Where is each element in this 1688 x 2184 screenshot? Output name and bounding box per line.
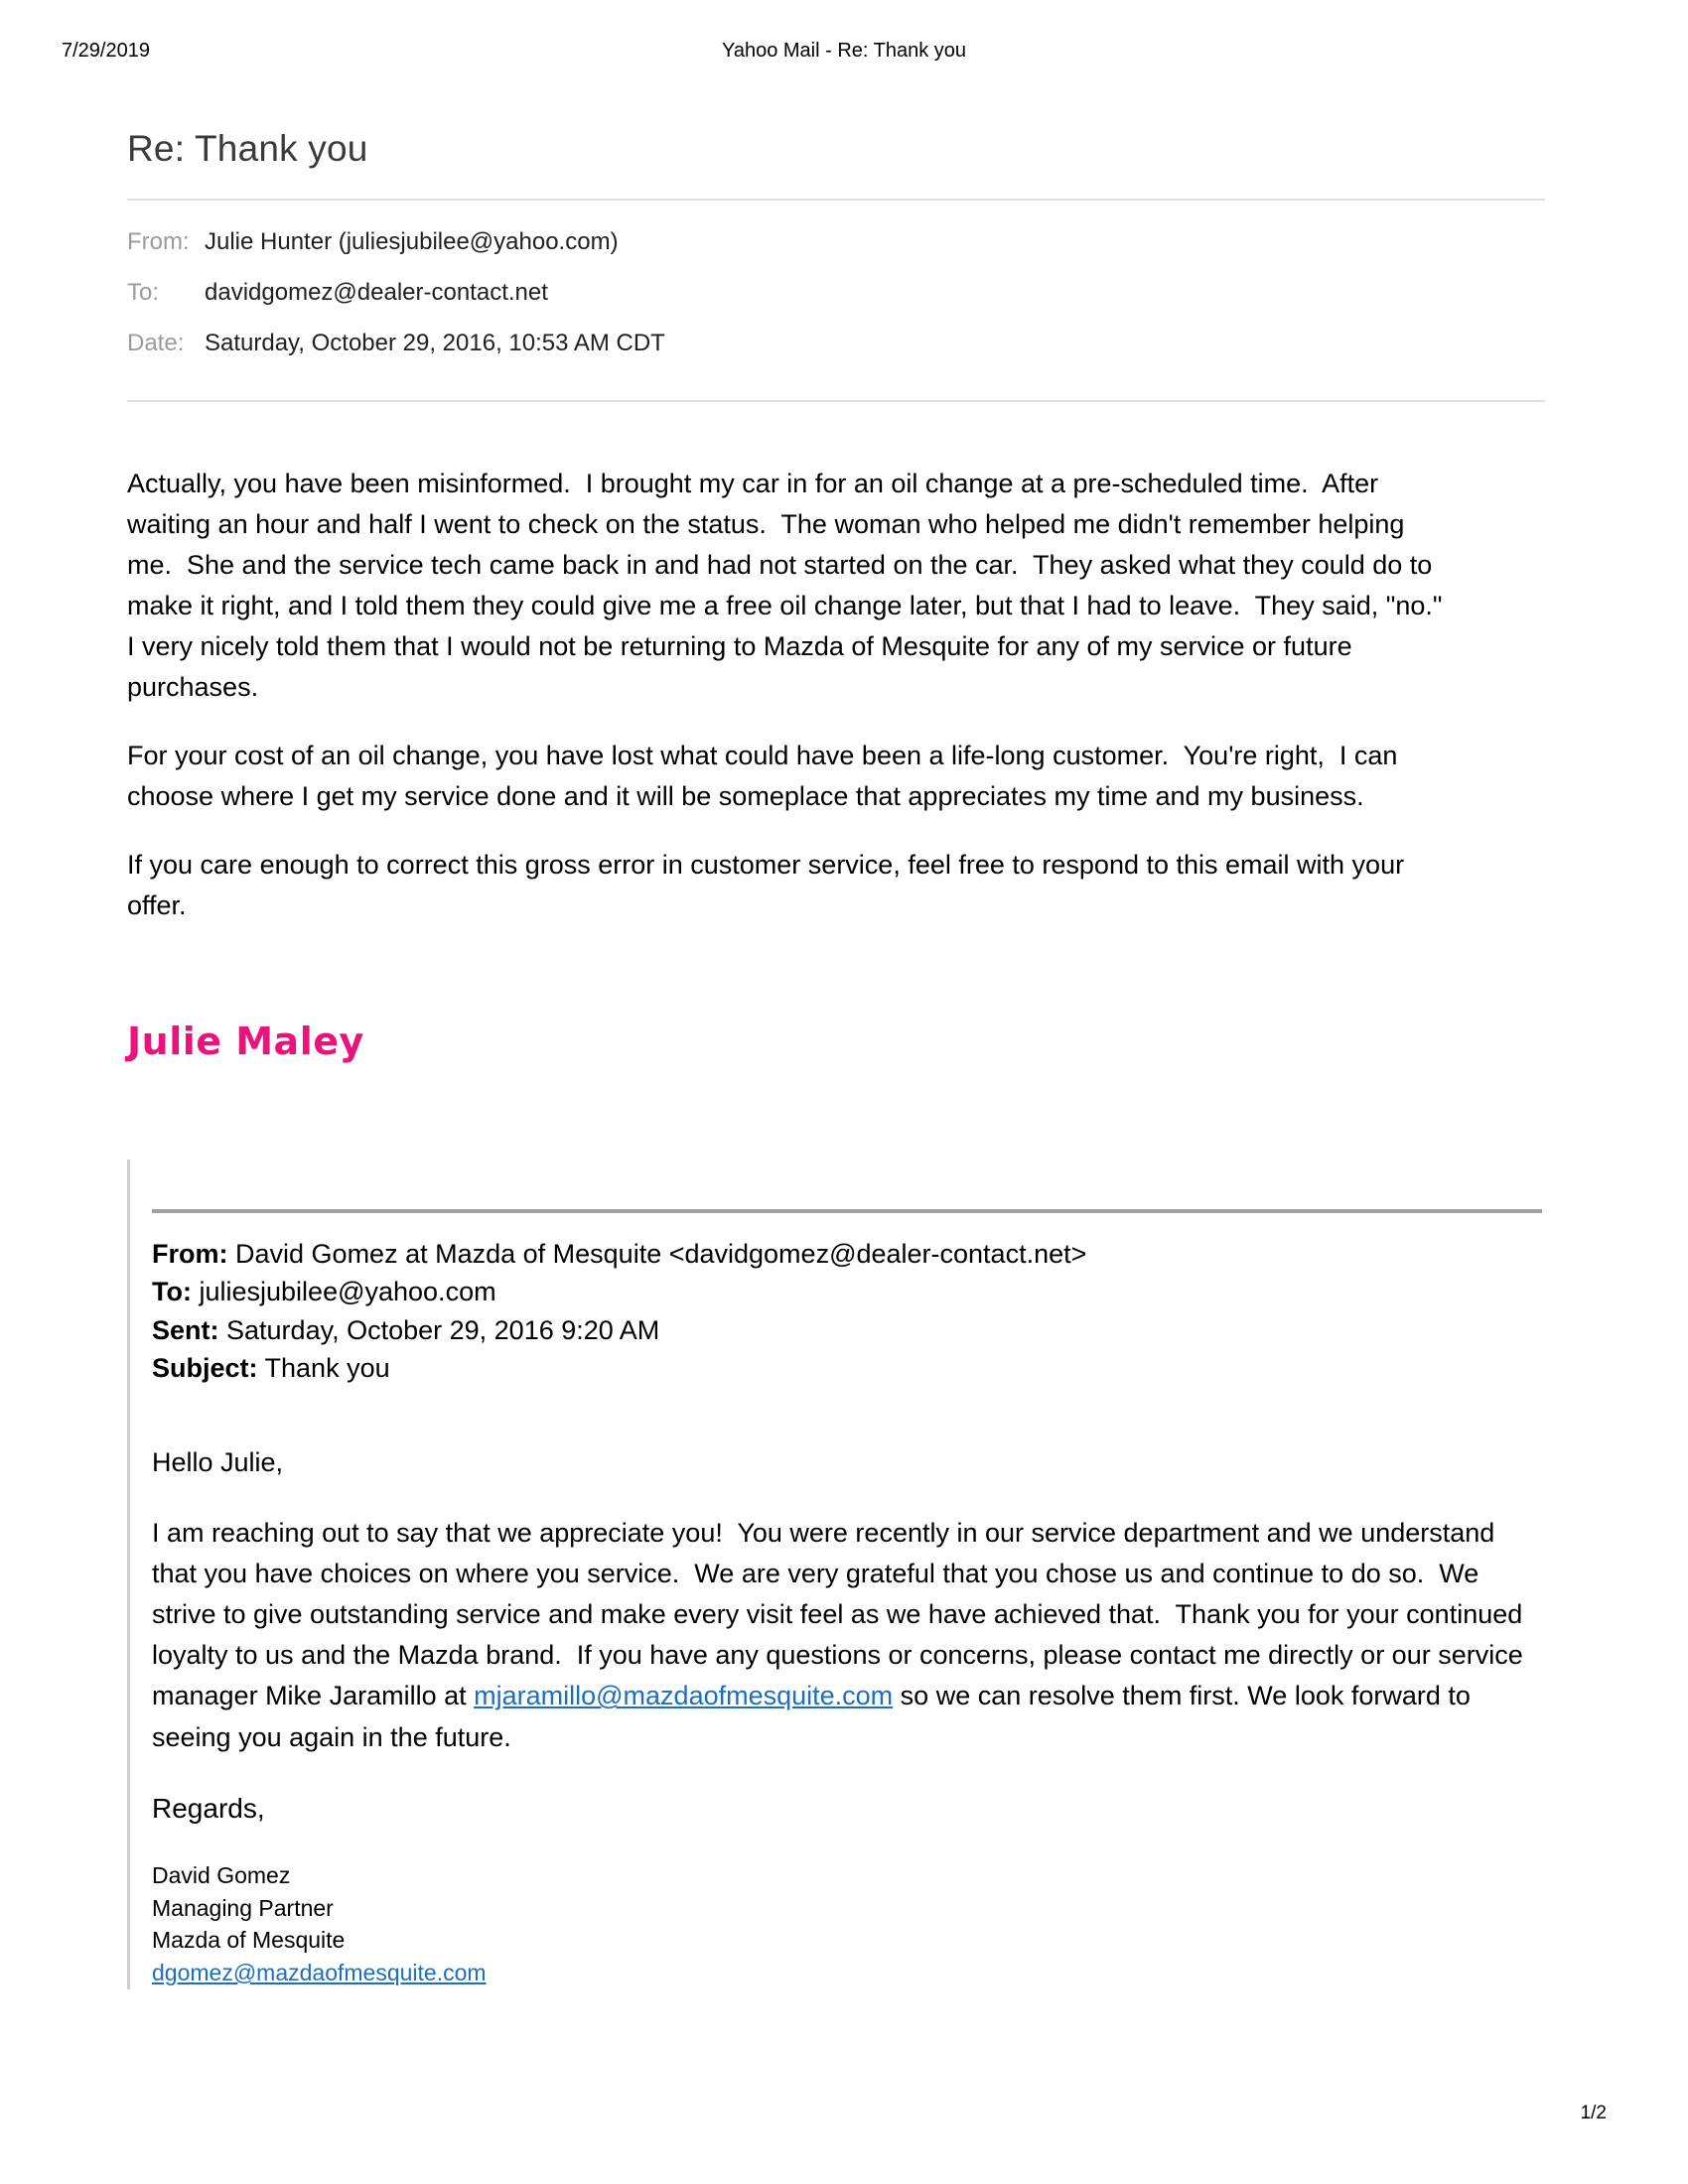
quoted-regards: Regards, bbox=[152, 1792, 265, 1824]
to-value: davidgomez@dealer-contact.net bbox=[205, 278, 548, 306]
service-manager-email-link[interactable]: mjaramillo@mazdaofmesquite.com bbox=[474, 1681, 894, 1711]
quoted-to-value: juliesjubilee@yahoo.com bbox=[199, 1277, 496, 1307]
quoted-header bbox=[152, 1235, 1545, 1387]
quoted-sig-name: David Gomez bbox=[152, 1862, 291, 1889]
metadata-divider bbox=[127, 400, 1545, 402]
print-date: 7/29/2019 bbox=[62, 40, 150, 62]
body-paragraph-3: If you care enough to correct this gross error in customer service, feel free to respond to this email with your offer. bbox=[127, 850, 1412, 921]
quoted-sent-label: Sent: bbox=[152, 1314, 219, 1345]
sender-email-link[interactable]: dgomez@mazdaofmesquite.com bbox=[152, 1960, 487, 1986]
page-number: 1/2 bbox=[1580, 2103, 1607, 2123]
quoted-signature-block bbox=[152, 1859, 1532, 1989]
quoted-sig-company: Mazda of Mesquite bbox=[152, 1927, 346, 1954]
body-paragraph-1: Actually, you have been misinformed. I brought my car in for an oil change at a pre-scheduled time. After waiting an hour and half I went to check on the status. The woman who helped me didn't remember helping me. She and the service tech came back in and had not started on the car. They asked what they could do to make it right, and I told them they could give me a free oil change later, but that I had to leave. They said, "no." I very nicely told them that I would not be returning to Mazda of Mesquite for any of my service or future purchases. bbox=[127, 469, 1458, 703]
date-value: Saturday, October 29, 2016, 10:53 AM CDT bbox=[205, 329, 665, 356]
email-metadata bbox=[127, 201, 1545, 378]
quoted-paragraph-part-2: so we can resolve them first. We look forward to seeing you again in the future. bbox=[152, 1681, 1478, 1752]
email-body bbox=[127, 464, 1458, 926]
quoted-paragraph-part-1: I am reaching out to say that we appreciate you! You were recently in our service department and we understand that you have choices on where you service. We are very grateful that you chose us and continue to do so. We strive to give outstanding service and make every visit feel as we have achieved that. Thank you for your continued loyalty to us and the Mazda brand. If you have any questions or concerns, please contact me directly or our service manager Mike Jaramillo at bbox=[152, 1518, 1531, 1711]
email-subject: Re: Thank you bbox=[127, 128, 368, 169]
quoted-subject-label: Subject: bbox=[152, 1352, 258, 1383]
quoted-row-sent bbox=[152, 1311, 1545, 1349]
sender-signature: Julie Maley bbox=[127, 1020, 364, 1064]
body-paragraph-2: For your cost of an oil change, you have lost what could have been a life-long customer. You're right, I can choose where I get my service done and it will be someplace that appreciates my time and my business. bbox=[127, 741, 1405, 812]
quoted-from-value: David Gomez at Mazda of Mesquite <davidgomez@dealer-contact.net> bbox=[235, 1239, 1087, 1269]
from-value: Julie Hunter (juliesjubilee@yahoo.com) bbox=[205, 228, 619, 256]
quoted-row-subject bbox=[152, 1349, 1545, 1387]
from-label: From: bbox=[127, 228, 190, 256]
quoted-sent-value: Saturday, October 29, 2016 9:20 AM bbox=[226, 1314, 660, 1345]
quoted-body bbox=[152, 1442, 1532, 1988]
metadata-row-from bbox=[127, 228, 1545, 256]
email-message bbox=[127, 127, 1545, 1063]
quoted-paragraph-main bbox=[152, 1513, 1532, 1757]
quoted-message bbox=[127, 1160, 1545, 1989]
quoted-greeting: Hello Julie, bbox=[152, 1447, 284, 1478]
quoted-row-to bbox=[152, 1273, 1545, 1310]
quoted-sig-title: Managing Partner bbox=[152, 1894, 334, 1921]
to-label: To: bbox=[127, 278, 160, 306]
quoted-row-from bbox=[152, 1235, 1545, 1273]
quoted-subject-value: Thank you bbox=[264, 1352, 390, 1383]
print-header bbox=[0, 40, 1688, 68]
quoted-from-label: From: bbox=[152, 1239, 228, 1269]
metadata-row-to bbox=[127, 279, 1545, 307]
metadata-row-date bbox=[127, 330, 1545, 357]
date-label: Date: bbox=[127, 329, 185, 356]
print-header-title: Yahoo Mail - Re: Thank you bbox=[721, 40, 967, 62]
quoted-to-label: To: bbox=[152, 1277, 192, 1307]
quoted-divider bbox=[152, 1209, 1542, 1213]
